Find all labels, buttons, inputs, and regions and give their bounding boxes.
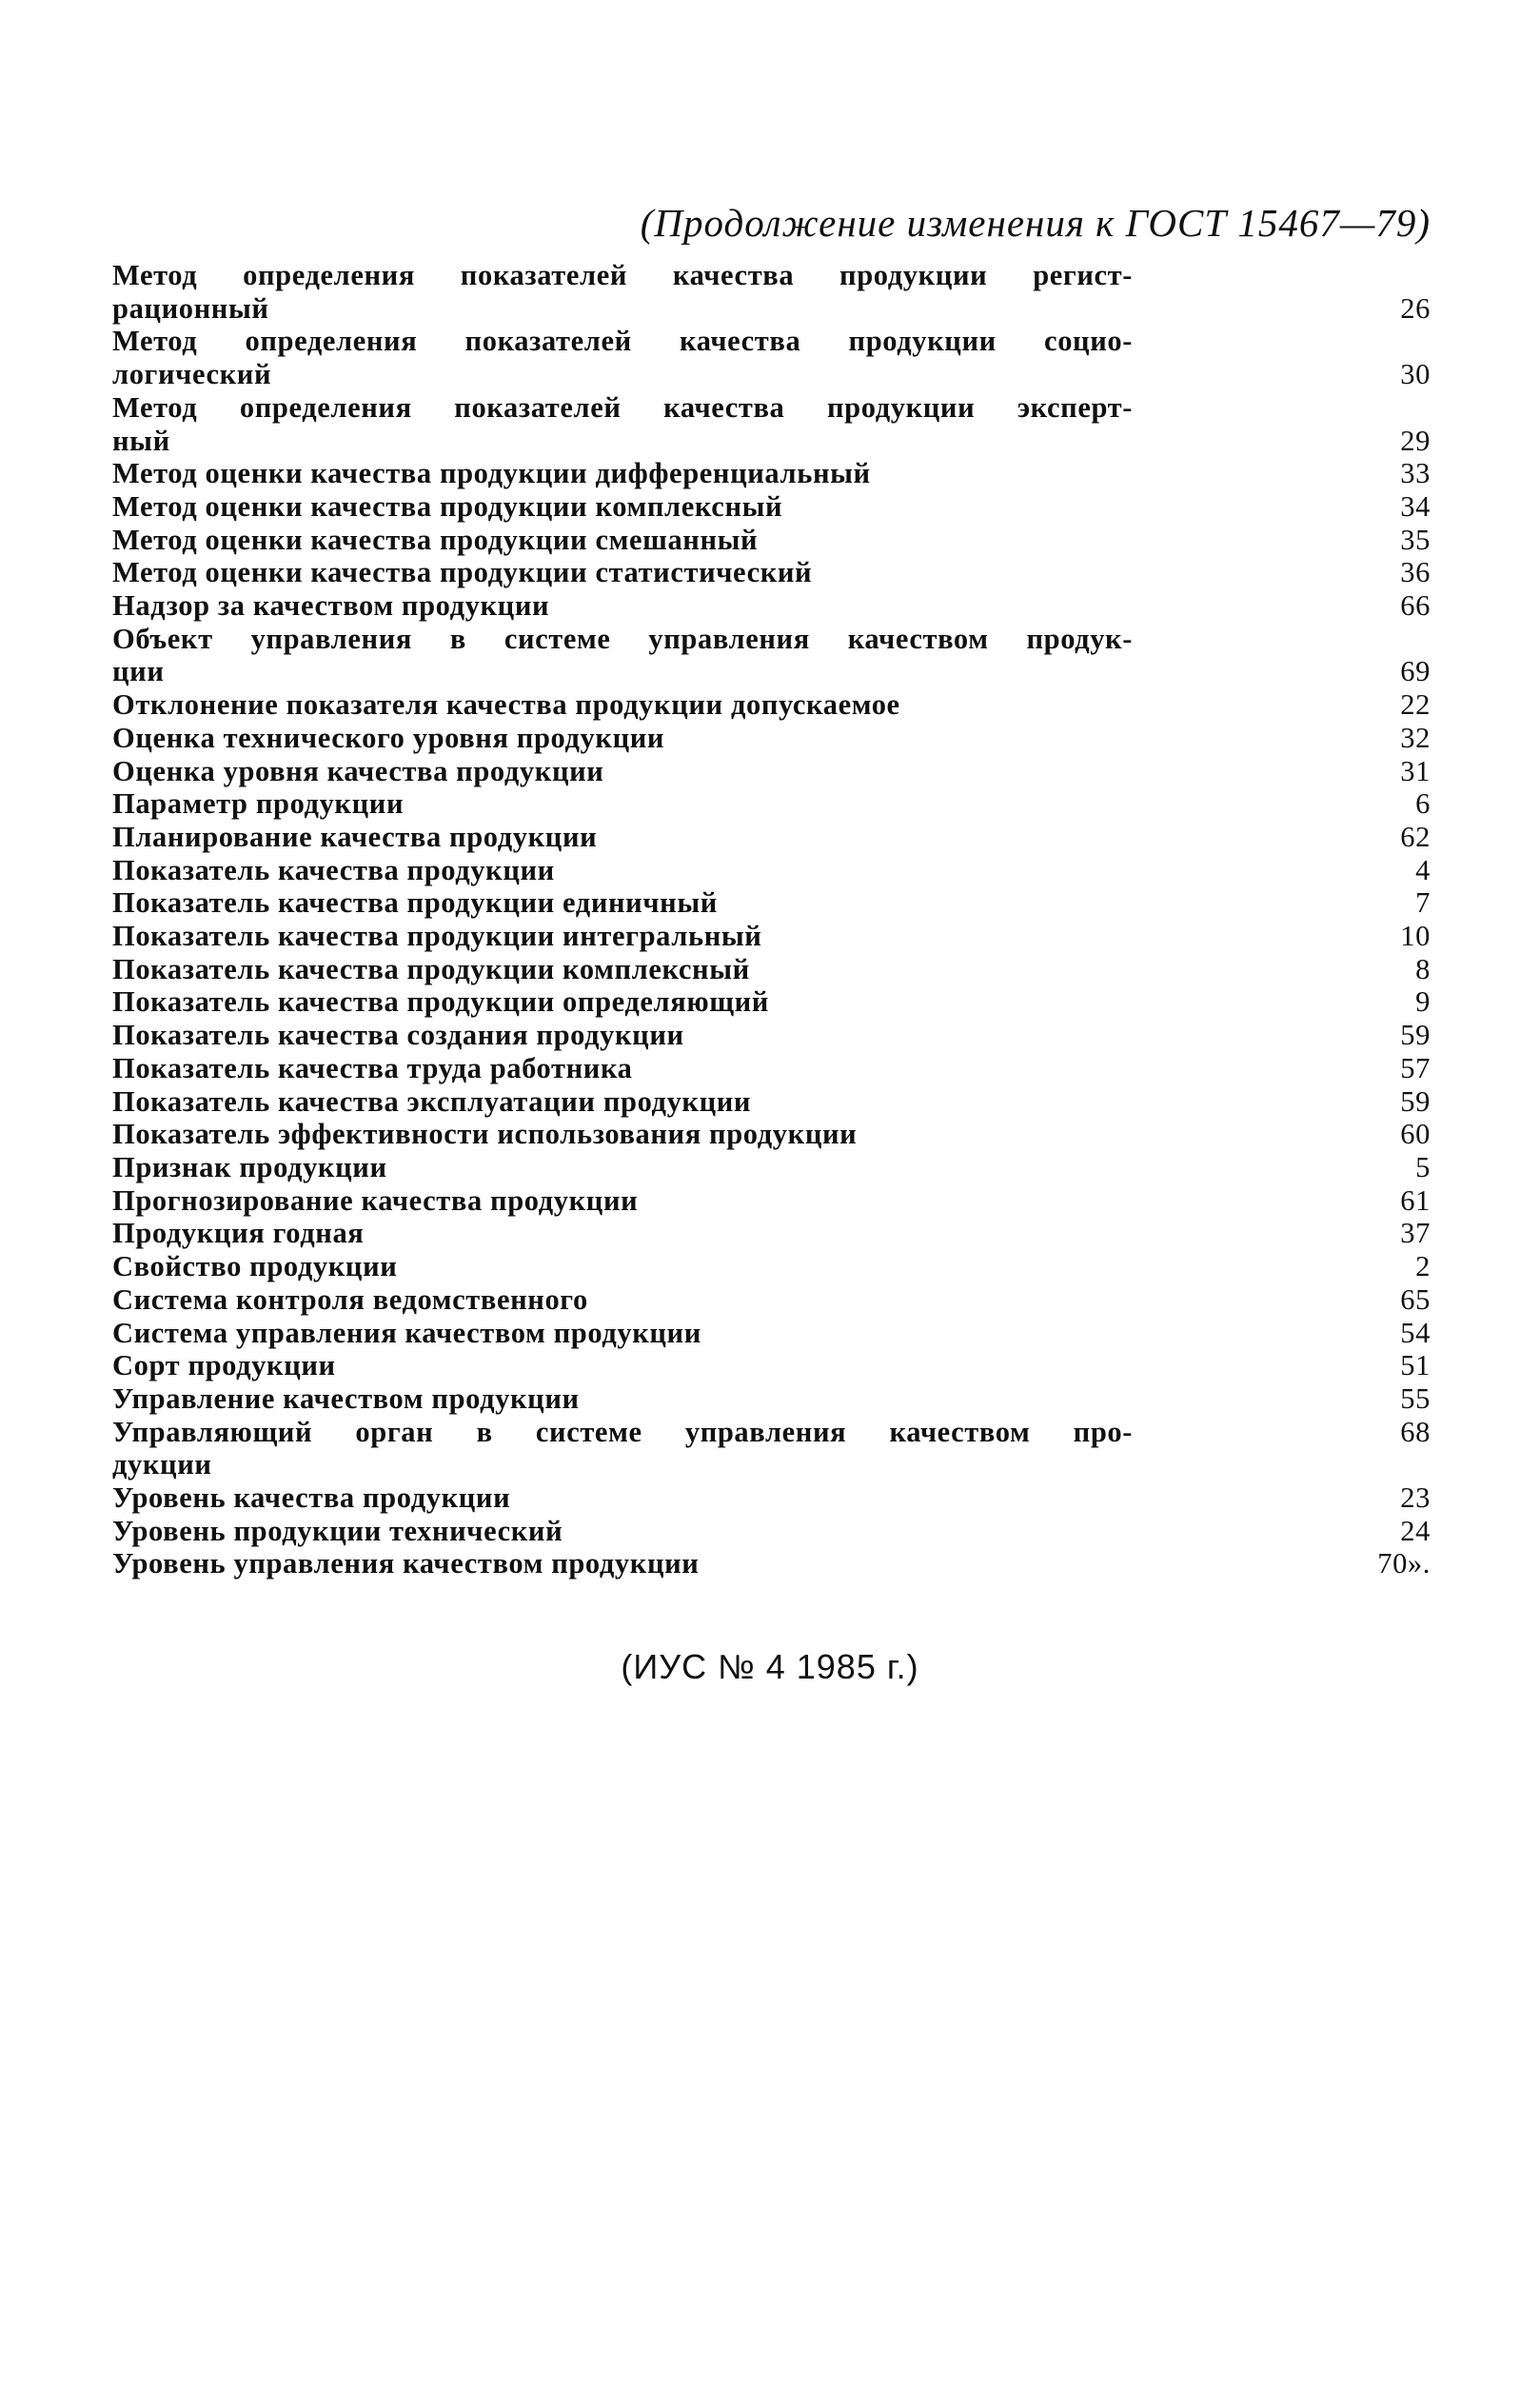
index-page-number: 60 bbox=[1400, 1118, 1431, 1151]
index-term bbox=[112, 325, 1140, 390]
index-entry bbox=[112, 1382, 1431, 1416]
index-entry bbox=[112, 755, 1431, 788]
index-term bbox=[112, 391, 1140, 457]
index-entry bbox=[112, 1515, 1431, 1548]
index-page-number: 4 bbox=[1415, 853, 1431, 886]
index-term bbox=[112, 854, 1140, 887]
index-term bbox=[112, 985, 1140, 1019]
index-entry bbox=[112, 1416, 1431, 1481]
index-entry bbox=[112, 1217, 1431, 1250]
index-term-line: Показатель эффективности использования продукции bbox=[112, 1118, 858, 1151]
index-term-line: Оценка уровня качества продукции bbox=[112, 754, 604, 787]
index-page-number: 24 bbox=[1400, 1514, 1431, 1547]
index-term bbox=[112, 1052, 1140, 1085]
index-term bbox=[112, 1382, 1140, 1416]
index-term bbox=[112, 1283, 1140, 1317]
index-term-line: Показатель качества эксплуатации продукции bbox=[112, 1084, 752, 1118]
index-term-line: Свойство продукции bbox=[112, 1250, 398, 1283]
index-page-number: 65 bbox=[1400, 1282, 1431, 1316]
index-term-line: Управление качеством продукции bbox=[112, 1381, 580, 1415]
index-term-line: Метод оценки качества продукции статистический bbox=[112, 556, 813, 589]
index-page-number: 55 bbox=[1400, 1381, 1431, 1415]
index-term bbox=[112, 787, 1140, 821]
index-page-number: 29 bbox=[1400, 424, 1431, 457]
index-page-number: 34 bbox=[1400, 489, 1431, 523]
index-entry bbox=[112, 391, 1431, 457]
index-page-number: 68 bbox=[1400, 1415, 1431, 1448]
index-entry bbox=[112, 1151, 1431, 1184]
index-term bbox=[112, 490, 1140, 524]
index-term-line: Прогнозирование качества продукции bbox=[112, 1183, 639, 1217]
index-term bbox=[112, 1515, 1140, 1548]
index-page-number: 35 bbox=[1400, 523, 1431, 556]
index-term bbox=[112, 589, 1140, 623]
index-page-number: 2 bbox=[1415, 1250, 1431, 1283]
index-term bbox=[112, 821, 1140, 854]
index-term-line: Метод определения показателей качества продукции социо- bbox=[112, 325, 1133, 358]
index-term bbox=[112, 886, 1140, 920]
index-term bbox=[112, 259, 1140, 325]
index-term-line: Параметр продукции bbox=[112, 787, 405, 821]
index-page-number: 61 bbox=[1400, 1183, 1431, 1217]
index-entry bbox=[112, 589, 1431, 623]
index-term-line: Показатель качества продукции единичный bbox=[112, 886, 718, 920]
index-term bbox=[112, 1118, 1140, 1151]
index-page-number: 9 bbox=[1415, 985, 1431, 1019]
index-page-number: 62 bbox=[1400, 820, 1431, 853]
index-term bbox=[112, 1184, 1140, 1218]
index-term-line: Показатель качества продукции bbox=[112, 853, 555, 886]
index-entry bbox=[112, 1547, 1431, 1580]
index-entry bbox=[112, 1349, 1431, 1382]
index-entry bbox=[112, 259, 1431, 325]
index-term-line: Продукция годная bbox=[112, 1217, 365, 1250]
index-term-line: Показатель качества продукции определяющий bbox=[112, 985, 769, 1019]
index-term-line: Планирование качества продукции bbox=[112, 820, 598, 853]
index-term-line: логический bbox=[112, 358, 272, 391]
index-term-line: Показатель качества труда работника bbox=[112, 1051, 633, 1084]
index-page-number: 70». bbox=[1377, 1547, 1431, 1580]
index-term-line: Метод определения показателей качества продукции регист- bbox=[112, 259, 1133, 291]
index-term bbox=[112, 457, 1140, 490]
index-entry bbox=[112, 623, 1431, 688]
index-page-number: 51 bbox=[1400, 1349, 1431, 1382]
index-entry bbox=[112, 556, 1431, 589]
index-term-line: ный bbox=[112, 424, 170, 457]
index-page-number: 7 bbox=[1415, 886, 1431, 920]
index-page-number: 26 bbox=[1400, 291, 1431, 325]
index-term bbox=[112, 722, 1140, 755]
index-term-line: Отклонение показателя качества продукции допускаемое bbox=[112, 688, 900, 722]
index-entry bbox=[112, 1317, 1431, 1350]
index-term bbox=[112, 1416, 1140, 1481]
index-term-line: Управляющий орган в системе управления качеством про- bbox=[112, 1415, 1133, 1448]
index-term-line: дукции bbox=[112, 1448, 212, 1481]
index-term-line: Показатель качества продукции комплексный bbox=[112, 952, 750, 985]
index-entry bbox=[112, 1184, 1431, 1218]
index-term-line: Показатель качества создания продукции bbox=[112, 1019, 684, 1052]
index-page-number: 36 bbox=[1400, 556, 1431, 589]
index-term bbox=[112, 920, 1140, 953]
index-page-number: 10 bbox=[1400, 920, 1431, 953]
index-term bbox=[112, 755, 1140, 788]
index-page-number: 30 bbox=[1400, 358, 1431, 391]
index-term bbox=[112, 1217, 1140, 1250]
index-term-line: Уровень управления качеством продукции bbox=[112, 1547, 700, 1580]
index-page-number: 69 bbox=[1400, 655, 1431, 688]
index-term-line: Система контроля ведомственного bbox=[112, 1282, 588, 1316]
index-page-number: 66 bbox=[1400, 589, 1431, 623]
index-page-number: 57 bbox=[1400, 1051, 1431, 1084]
index-term-line: Метод оценки качества продукции дифференциальный bbox=[112, 457, 871, 490]
index-entry bbox=[112, 722, 1431, 755]
index-entry bbox=[112, 490, 1431, 524]
index-term-line: Метод оценки качества продукции смешанный bbox=[112, 523, 759, 556]
index-page-number: 59 bbox=[1400, 1084, 1431, 1118]
index-term bbox=[112, 556, 1140, 589]
index-term bbox=[112, 1250, 1140, 1283]
index-page-number: 8 bbox=[1415, 952, 1431, 985]
index-term-line: Признак продукции bbox=[112, 1150, 387, 1183]
index-term bbox=[112, 1317, 1140, 1350]
index-entry bbox=[112, 985, 1431, 1019]
index-term bbox=[112, 1481, 1140, 1515]
index-page-number: 37 bbox=[1400, 1217, 1431, 1250]
index-entry bbox=[112, 457, 1431, 490]
index-term bbox=[112, 1019, 1140, 1052]
index-entry bbox=[112, 1481, 1431, 1515]
index-term-line: ции bbox=[112, 655, 165, 688]
index-term bbox=[112, 1547, 1140, 1580]
index-term bbox=[112, 1151, 1140, 1184]
index-entry bbox=[112, 325, 1431, 390]
index-term-line: Метод оценки качества продукции комплексный bbox=[112, 489, 783, 523]
index-term-line: Метод определения показателей качества продукции эксперт- bbox=[112, 390, 1133, 424]
continuation-header: (Продолжение изменения к ГОСТ 15467—79) bbox=[640, 201, 1431, 245]
index-term bbox=[112, 953, 1140, 986]
index-entry bbox=[112, 1283, 1431, 1317]
index-page-number: 54 bbox=[1400, 1316, 1431, 1349]
index-entry bbox=[112, 821, 1431, 854]
index-page-number: 6 bbox=[1415, 787, 1431, 821]
index-term-line: Объект управления в системе управления качеством продук- bbox=[112, 622, 1133, 655]
term-index-list bbox=[112, 259, 1431, 1580]
index-term bbox=[112, 1349, 1140, 1382]
index-entry bbox=[112, 886, 1431, 920]
index-entry bbox=[112, 1052, 1431, 1085]
index-entry bbox=[112, 854, 1431, 887]
index-entry bbox=[112, 920, 1431, 953]
index-entry bbox=[112, 1085, 1431, 1119]
index-term-line: Оценка технического уровня продукции bbox=[112, 721, 665, 754]
index-term bbox=[112, 688, 1140, 722]
index-entry bbox=[112, 1118, 1431, 1151]
index-term bbox=[112, 524, 1140, 557]
index-page-number: 5 bbox=[1415, 1150, 1431, 1183]
index-term-line: Показатель качества продукции интегральный bbox=[112, 920, 762, 953]
index-page-number: 33 bbox=[1400, 457, 1431, 490]
index-term bbox=[112, 623, 1140, 688]
index-term bbox=[112, 1085, 1140, 1119]
index-entry bbox=[112, 688, 1431, 722]
index-term-line: рационный bbox=[112, 291, 269, 325]
index-term-line: Система управления качеством продукции bbox=[112, 1316, 701, 1349]
index-entry bbox=[112, 787, 1431, 821]
index-entry bbox=[112, 524, 1431, 557]
index-entry bbox=[112, 1250, 1431, 1283]
index-entry bbox=[112, 953, 1431, 986]
index-page-number: 31 bbox=[1400, 754, 1431, 787]
index-term-line: Уровень продукции технический bbox=[112, 1514, 563, 1547]
source-footer: (ИУС № 4 1985 г.) bbox=[621, 1647, 919, 1686]
index-page-number: 23 bbox=[1400, 1481, 1431, 1515]
index-page-number: 32 bbox=[1400, 721, 1431, 754]
index-term-line: Сорт продукции bbox=[112, 1349, 336, 1382]
index-term-line: Уровень качества продукции bbox=[112, 1481, 511, 1515]
index-page-number: 22 bbox=[1400, 688, 1431, 722]
index-term-line: Надзор за качеством продукции bbox=[112, 589, 550, 623]
index-entry bbox=[112, 1019, 1431, 1052]
index-page-number: 59 bbox=[1400, 1019, 1431, 1052]
